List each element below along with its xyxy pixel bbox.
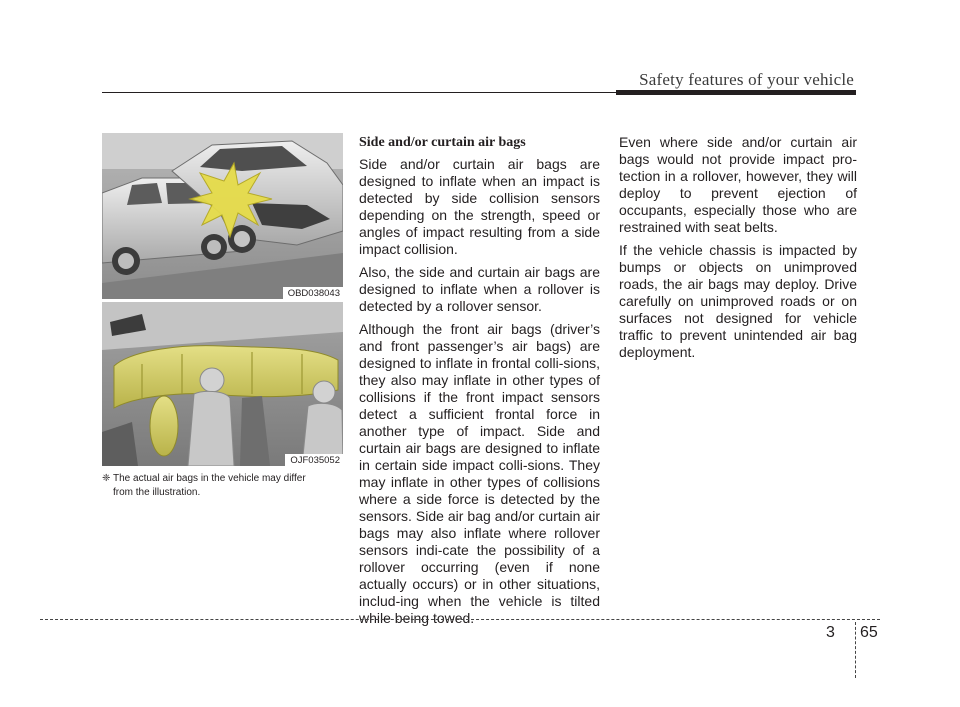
caption-line-2: from the illustration. xyxy=(113,487,201,498)
paragraph: If the vehicle chassis is impacted by bumps or objects on unimproved roads, the air bags may deploy. Drive carefully on unimproved roads or on surfaces not designed for vehicle traffic to prevent unintended air bag deployment. xyxy=(619,242,857,360)
side-impact-drawing xyxy=(102,133,343,299)
figure-code-bottom: OJF035052 xyxy=(285,454,343,466)
middle-column xyxy=(359,134,600,633)
note-mark: ❈ xyxy=(102,473,111,484)
header-rule-thin xyxy=(102,92,616,93)
figure-code-top: OBD038043 xyxy=(283,287,343,299)
paragraph: Also, the side and curtain air bags are designed to inflate when a rollover is detected by a rollover sensor. xyxy=(359,264,600,314)
curtain-airbag-illustration xyxy=(102,302,343,466)
chapter-number: 3 xyxy=(826,624,835,641)
paragraph: Side and/or curtain air bags are designed to inflate when an impact is detected by side collision sensors depending on the strength, speed or angles of impact resulting from a side impact collision. xyxy=(359,156,600,257)
figure-caption xyxy=(102,472,346,500)
curtain-airbag-drawing xyxy=(102,302,343,466)
paragraph: Although the front air bags (driver’s and front passenger’s air bags) are designed to inflate in frontal colli-sions, they also may inflate in other types of collisions if the front impact sensors detect a sufficient frontal force in another type of impact. Side and curtain air bags are designed to inflate in certain side impact colli-sions. They may inflate in other types of collisions where a side force is detected by the sensors. Side air bag and/or curtain air bags may also inflate where rollover sensors indi-cate the possibility of a rollover occurring (even if none actually occurs) or in other situations, includ-ing when the vehicle is tilted while being towed. xyxy=(359,321,600,626)
footer-rule xyxy=(40,619,880,620)
page-number: 65 xyxy=(860,624,878,641)
side-impact-illustration xyxy=(102,133,343,299)
footer-divider xyxy=(855,622,856,678)
caption-line-1: The actual air bags in the vehicle may differ xyxy=(113,473,306,484)
right-column xyxy=(619,134,857,367)
section-heading: Side and/or curtain air bags xyxy=(359,135,526,150)
paragraph: Even where side and/or curtain air bags would not provide impact pro-tection in a rollover, however, they will deploy to prevent ejection of occupants, especially those who are restrained with seat belts. xyxy=(619,134,857,235)
header-rule-thick xyxy=(616,90,856,95)
page-header-title: Safety features of your vehicle xyxy=(639,70,854,89)
